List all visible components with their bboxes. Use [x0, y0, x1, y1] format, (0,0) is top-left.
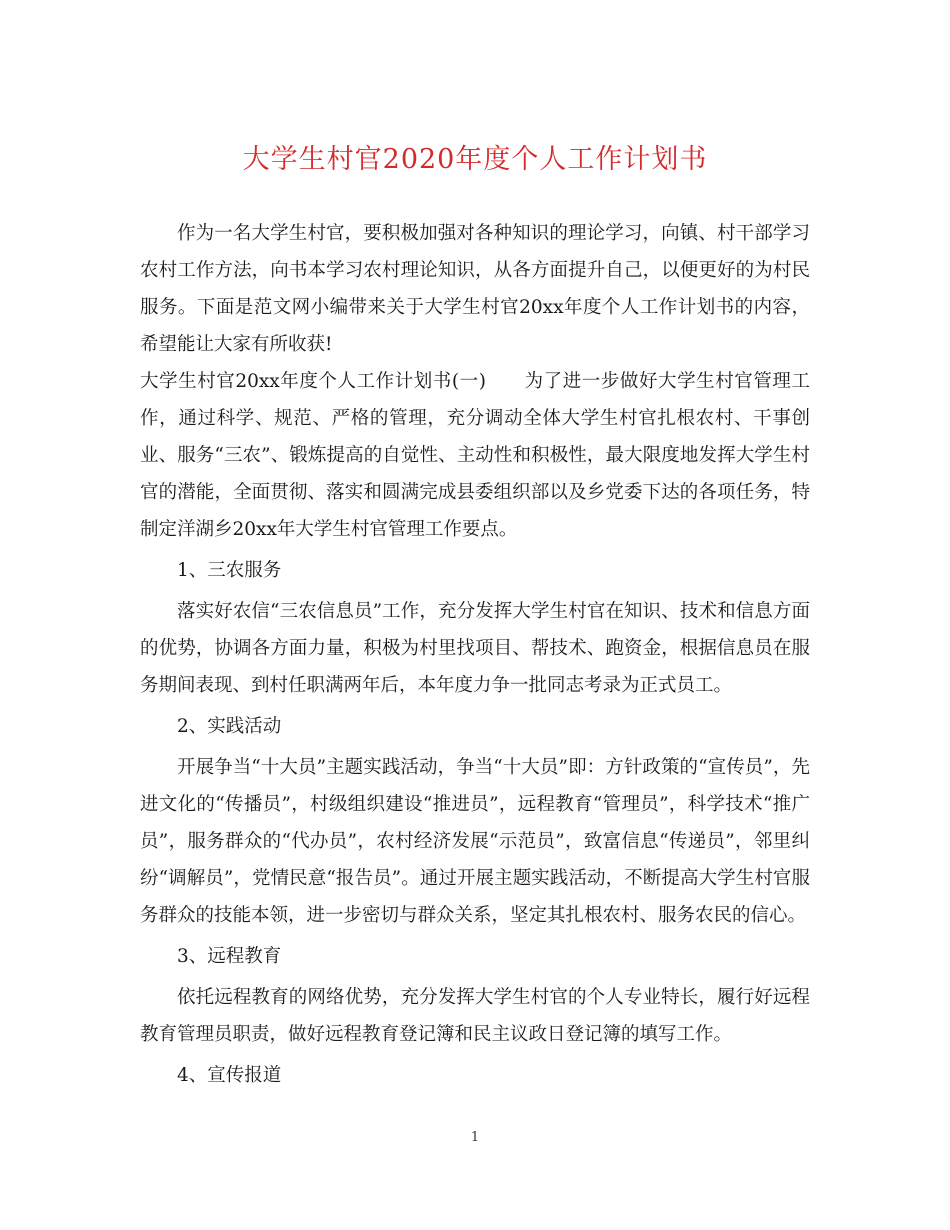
section-paragraph-1: 落实好农信“三农信息员”工作，充分发挥大学生村官在知识、技术和信息方面的优势，协调各方面力量，积极为村里找项目、帮技术、跑资金，根据信息员在服务期间表现、到村任职满两年后，本年度力争一批同志考录为正式员工。 — [140, 601, 810, 696]
section-paragraph-2: 开展争当“十大员”主题实践活动，争当“十大员”即：方针政策的“宣传员”，先进文化的“传播员”，村级组织建设“推进员”，远程教育“管理员”，科学技术“推广员”，服务群众的“代办员”，农村经济发展“示范员”，致富信息“传递员”，邻里纠纷“调解员”，党情民意“报告员”。通过开展主题实践活动，不断提高大学生村官服务群众的技能本领，进一步密切与群众关系，坚定其扎根农村、服务农民的信心。 — [140, 757, 810, 926]
section-heading-3: 3、远程教育 — [177, 946, 282, 967]
document-body — [140, 215, 810, 1094]
section-paragraph-3: 依托远程教育的网络优势，充分发挥大学生村官的个人专业特长，履行好远程教育管理员职责，做好远程教育登记簿和民主议政日登记簿的填写工作。 — [140, 987, 810, 1045]
section-heading-1: 1、三农服务 — [177, 560, 282, 581]
intro-paragraph: 作为一名大学生村官，要积极加强对各种知识的理论学习，向镇、村干部学习农村工作方法，向书本学习农村理论知识，从各方面提升自己，以便更好的为村民服务。下面是范文网小编带来关于大学生村官20xx年度个人工作计划书的内容，希望能让大家有所收获! — [140, 223, 810, 355]
document-title: 大学生村官2020年度个人工作计划书 — [242, 144, 708, 175]
section-heading-2: 2、实践活动 — [177, 716, 282, 737]
plan-intro-paragraph: 大学生村官20xx年度个人工作计划书(一) 为了进一步做好大学生村官管理工作，通过科学、规范、严格的管理，充分调动全体大学生村官扎根农村、干事创业、服务“三农”、锻炼提高的自觉性、主动性和积极性，最大限度地发挥大学生村官的潜能，全面贯彻、落实和圆满完成县委组织部以及乡党委下达的各项任务，特制定洋湖乡20xx年大学生村官管理工作要点。 — [140, 371, 810, 540]
page-number: 1 — [470, 1130, 480, 1145]
section-heading-4: 4、宣传报道 — [177, 1065, 282, 1086]
